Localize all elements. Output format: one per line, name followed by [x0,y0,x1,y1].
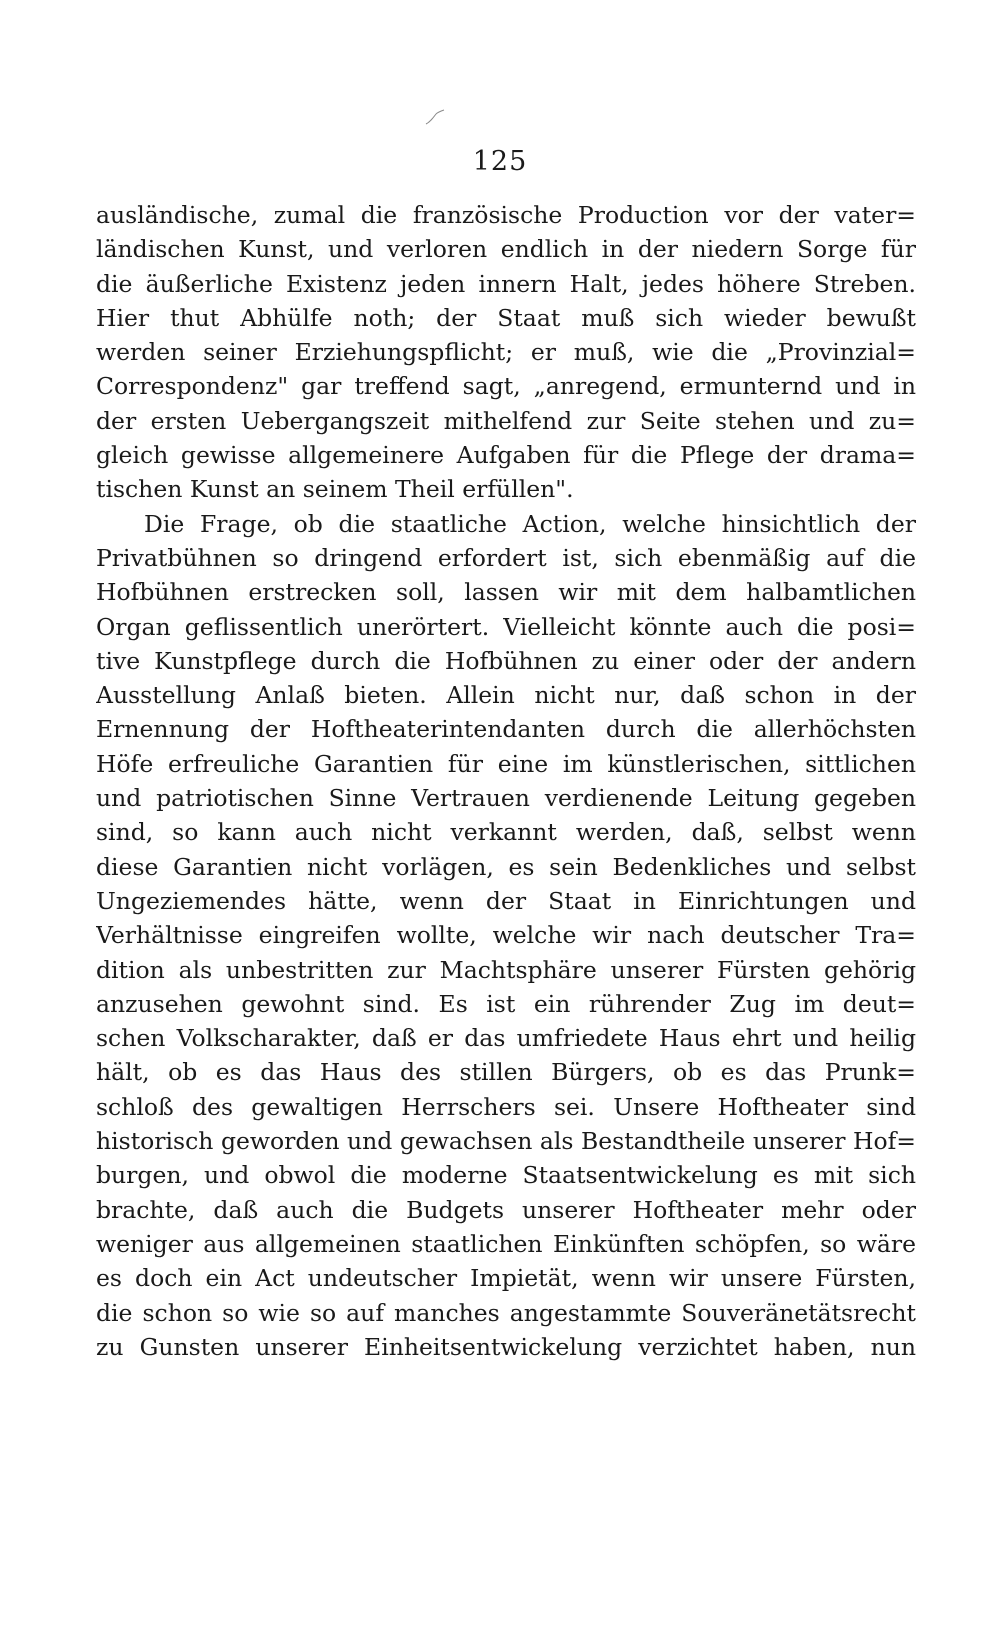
text-line: Organ geflissentlich unerörtert. Vielleicht könnte auch die posi= [96,612,916,641]
text-line: gleich gewisse allgemeinere Aufgaben für die Pflege der drama= [96,441,916,470]
page-number: 125 [472,146,528,177]
text-line: tischen Kunst an seinem Theil erfüllen". [96,475,574,504]
text-line: Ausstellung Anlaß bieten. Allein nicht nur, daß schon in der [96,681,916,710]
text-line: werden seiner Erziehungspflicht; er muß, wie die „Provinzial= [96,338,916,367]
text-line: weniger aus allgemeinen staatlichen Einkünften schöpfen, so wäre [96,1229,916,1258]
body-text [96,198,916,1364]
text-line: zu Gunsten unserer Einheitsentwickelung verzichtet haben, nun [96,1332,916,1361]
text-line: tive Kunstpflege durch die Hofbühnen zu einer oder der andern [96,646,916,675]
text-line: der ersten Uebergangszeit mithelfend zur Seite stehen und zu= [96,406,916,435]
text-line: die schon so wie so auf manches angestammte Souveränetätsrecht [96,1298,916,1327]
text-line: historisch geworden und gewachsen als Bestandtheile unserer Hof= [96,1127,916,1156]
text-line: diese Garantien nicht vorlägen, es sein Bedenkliches und selbst [96,852,916,881]
text-line: ländischen Kunst, und verloren endlich in der niedern Sorge für [96,235,916,264]
text-line: es doch ein Act undeutscher Impietät, wenn wir unsere Fürsten, [96,1264,916,1293]
text-line: schloß des gewaltigen Herrschers sei. Unsere Hoftheater sind [96,1092,916,1121]
text-line: dition als unbestritten zur Machtsphäre unserer Fürsten gehörig [96,955,916,984]
text-line: Correspondenz" gar treffend sagt, „anregend, ermunternd und in [96,372,916,401]
text-line: Hofbühnen erstrecken soll, lassen wir mit dem halbamtlichen [96,578,916,607]
text-line: Ungeziemendes hätte, wenn der Staat in Einrichtungen und [96,886,916,915]
text-line: Verhältnisse eingreifen wollte, welche wir nach deutscher Tra= [96,921,916,950]
text-line: Die Frage, ob die staatliche Action, welche hinsichtlich der [144,509,916,538]
text-line: brachte, daß auch die Budgets unserer Hoftheater mehr oder [96,1195,916,1224]
text-line: die äußerliche Existenz jeden innern Halt, jedes höhere Streben. [96,269,916,298]
text-line: Ernennung der Hoftheaterintendanten durch die allerhöchsten [96,715,916,744]
text-line: ausländische, zumal die französische Production vor der vater= [96,201,916,229]
pencil-mark [424,108,446,126]
text-line: hält, ob es das Haus des stillen Bürgers, ob es das Prunk= [96,1058,916,1087]
text-line: anzusehen gewohnt sind. Es ist ein rührender Zug im deut= [96,989,916,1018]
text-line: schen Volkscharakter, daß er das umfriedete Haus ehrt und heilig [96,1024,916,1053]
text-line: sind, so kann auch nicht verkannt werden, daß, selbst wenn [96,818,916,847]
text-line: burgen, und obwol die moderne Staatsentwickelung es mit sich [96,1161,916,1190]
text-line: Hier thut Abhülfe noth; der Staat muß sich wieder bewußt [96,303,916,332]
text-line: und patriotischen Sinne Vertrauen verdienende Leitung gegeben [96,784,916,813]
text-line: Höfe erfreuliche Garantien für eine im künstlerischen, sittlichen [96,749,916,778]
text-line: Privatbühnen so dringend erfordert ist, sich ebenmäßig auf die [96,543,916,572]
